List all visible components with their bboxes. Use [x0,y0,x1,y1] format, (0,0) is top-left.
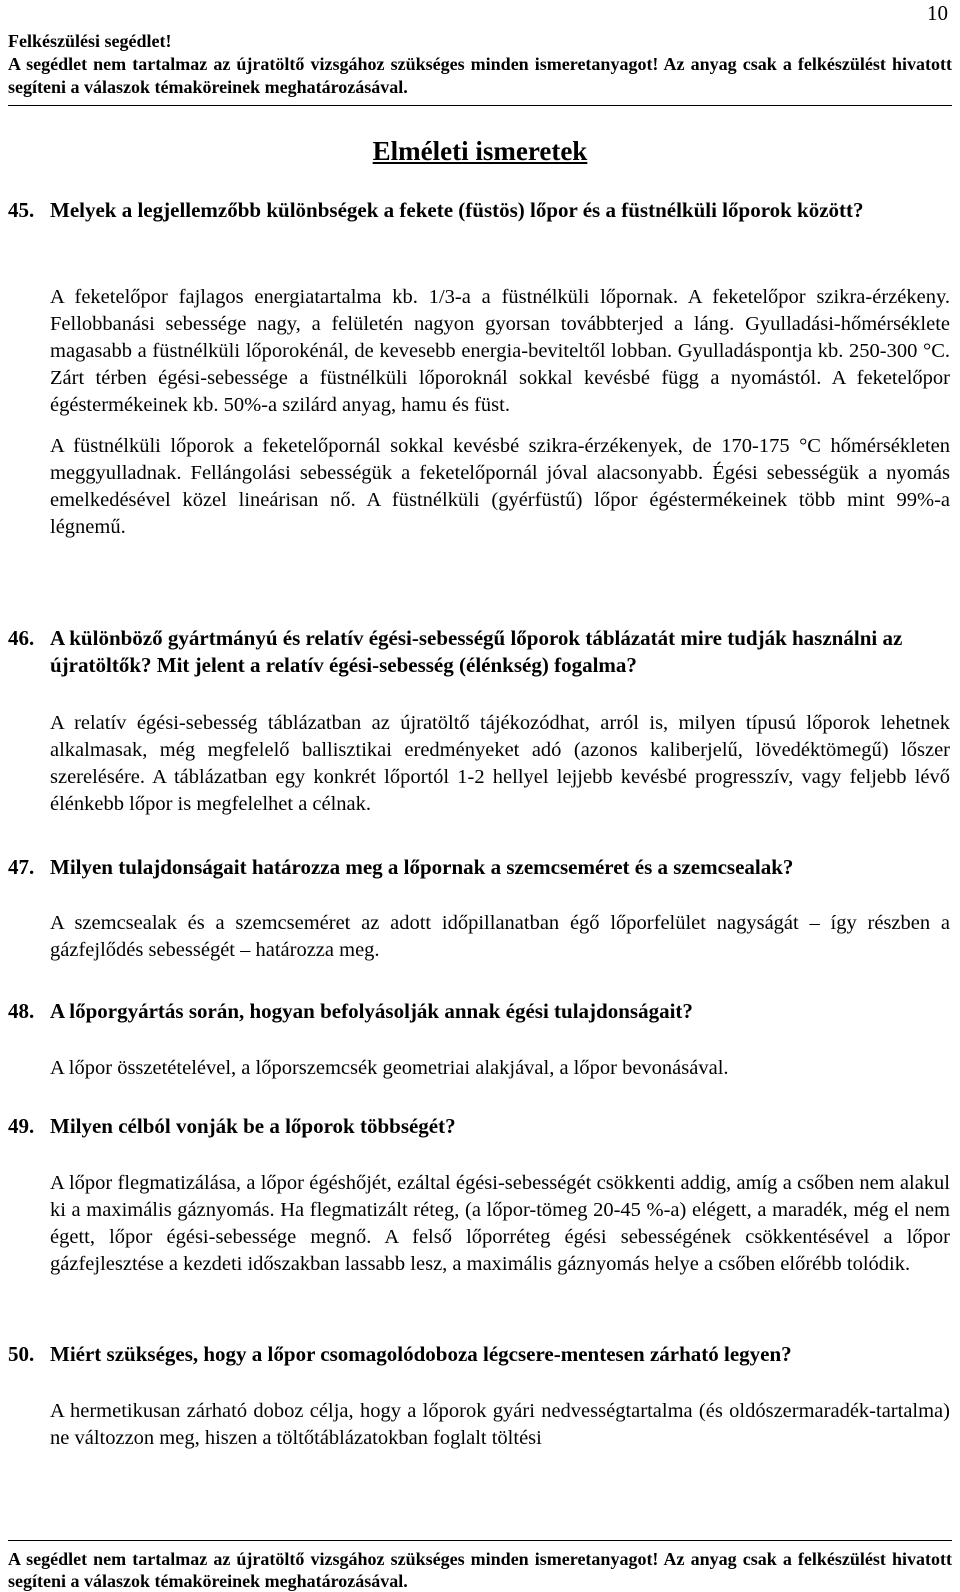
answer-47 [8,910,950,978]
answer-45 [8,284,950,555]
question-number: 47. [8,855,35,879]
header-rule [8,105,952,106]
question-number: 48. [8,999,35,1023]
answer-paragraph: A feketelőpor fajlagos energiatartalma kb. 1/3-a a füstnélküli lőpornak. A feketelőpor szikra-érzékeny. Fellobbanási sebessége nagy, a felületén nagyon gyorsan továbbterjed a láng. Gyulladási-hőmérséklete magasabb a füstnélküli lőporokénál, de kevesebb energia-beviteltől lobban. Gyulladáspontja kb. 250-300 °C. Zárt térben égési-sebessége a füstnélküli lőporoknál sokkal kevésbé függ a nyomástól. A feketelőpor égéstermékeinek kb. 50%-a szilárd anyag, hamu és füst. [50,286,950,416]
question-text: Miért szükséges, hogy a lőpor csomagolódoboza légcsere-mentesen zárható legyen? [50,1342,792,1366]
question-text: Milyen célból vonják be a lőporok többségét? [50,1114,456,1138]
answer-paragraph: A lőpor flegmatizálása, a lőpor égéshőjét, ezáltal égési-sebességét csökkenti addig, amíg a csőben nem alakul ki a maximális gáznyomás. Ha flegmatizált réteg, (a lőpor-tömeg 20-45 %-a) elégett, a maradék, még el nem égett, lőpor égési-sebessége megnő. A felső lőporréteg égési sebességének csökkentésével a lőpor gázfejlesztése a kezdeti időszakban lassabb lesz, a maximális gáznyomás helye a csőben előrébb tolódik. [50,1172,950,1275]
section-title: Elméleti ismeretek [372,136,588,166]
answer-46 [8,710,950,832]
question-number: 50. [8,1342,35,1366]
question-number: 49. [8,1114,35,1138]
question-50 [8,1341,950,1368]
footer-rule [8,1540,952,1541]
answer-paragraph: A lőpor összetételével, a lőporszemcsék geometriai alakjával, a lőpor bevonásával. [50,1057,729,1079]
answer-paragraph: A szemcsealak és a szemcseméret az adott időpillanatban égő lőporfelület nagyságát – így részben a gázfejlődés sebességét – határozza meg. [50,912,950,961]
page-footer: A segédlet nem tartalmaz az újratöltő vizsgához szükséges minden ismeretanyagot! Az anyag csak a felkészülést hivatott segíteni a válaszok témaköreinek meghatározásával. [8,1549,952,1591]
question-text: Milyen tulajdonságait határozza meg a lőpornak a szemcseméret és a szemcsealak? [50,855,794,879]
question-45 [8,197,950,224]
answer-48 [8,1055,950,1096]
answer-50 [8,1398,950,1466]
question-49 [8,1113,950,1140]
page-header [8,1,952,99]
header-title: Felkészülési segédlet! [8,31,172,51]
question-number: 46. [8,626,35,650]
page-number: 10 [927,1,948,25]
header-note: A segédlet nem tartalmaz az újratöltő vizsgához szükséges minden ismeretanyagot! Az anyag csak a felkészülést hivatott segíteni a válaszok témaköreinek meghatározásával. [8,54,952,97]
answer-paragraph: A hermetikusan zárható doboz célja, hogy a lőporok gyári nedvességtartalma (és oldószermaradék-tartalma) ne változzon meg, hiszen a töltőtáblázatokban foglalt töltési [50,1400,950,1449]
question-text: A különböző gyártmányú és relatív égési-sebességű lőporok táblázatát mire tudják használni az újratöltők? Mit jelent a relatív égési-sebesség (élénkség) fogalma? [50,626,903,677]
answer-49 [8,1170,950,1292]
question-number: 45. [8,198,35,222]
question-48 [8,998,950,1025]
answer-paragraph: A füstnélküli lőporok a feketelőpornál sokkal kevésbé szikra-érzékenyek, de 170-175 °C hőmérsékleten meggyulladnak. Fellángolási sebességük a feketelőpornál jóval alacsonyabb. Égési sebességük a nyomás emelkedésével közel lineárisan nő. A füstnélküli (gyérfüstű) lőpor égéstermékeinek több mint 99%-a légnemű. [50,435,950,538]
answer-paragraph: A relatív égési-sebesség táblázatban az újratöltő tájékozódhat, arról is, milyen típusú lőporok lehetnek alkalmasak, még megfelelő ballisztikai eredményeket adó (azonos kaliberjelű, lövedéktömegű) lőszer szerelésére. A táblázatban egy konkrét lőportól 1-2 hellyel lejjebb kevésbé progresszív, vagy feljebb lévő élénkebb lőpor is megfelelhet a célnak. [50,712,950,815]
question-47 [8,854,950,881]
question-46 [8,625,950,679]
question-text: Melyek a legjellemzőbb különbségek a fekete (füstös) lőpor és a füstnélküli lőporok között? [50,198,864,222]
question-text: A lőporgyártás során, hogyan befolyásolják annak égési tulajdonságait? [50,999,693,1023]
